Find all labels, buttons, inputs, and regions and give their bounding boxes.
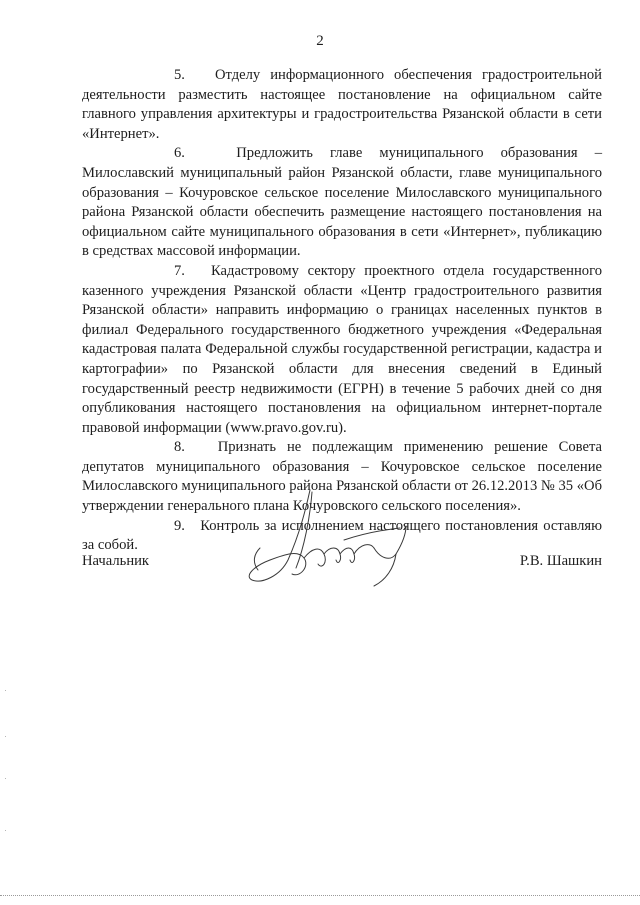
page-number: 2: [316, 33, 324, 49]
signatory-title: Начальник: [82, 553, 150, 569]
paragraph-number: 6.: [174, 145, 185, 162]
paragraph-text: Признать не подлежащим применению решение Совета депутатов муниципального образования – Кочуровское сельское поселение Милославского муниципального района Рязанской области от 26.12.2013 № 35 «Об утверждении генерального плана Кочуровского сельского поселения».: [82, 439, 602, 515]
paragraph-6: [82, 144, 602, 262]
document-body: [82, 66, 602, 556]
handwritten-signature: [240, 488, 420, 598]
signature-block: [82, 553, 602, 577]
scan-artifact: [4, 690, 8, 840]
paragraph-text: Кадастровому сектору проектного отдела государственного казенного учреждения Рязанской области «Центр градостроительного развития Рязанской области» направить информацию о границах населенных пунктов в филиал Федерального государственного бюджетного учреждения «Федеральная кадастровая палата Федеральной службы государственной регистрации, кадастра и картографии» по Рязанской области для внесения сведений в Единый государственный реестр недвижимости (ЕГРН) в течение 5 рабочих дней со дня опубликования настоящего постановления на официальном интернет-портале правовой информации (www.pravo.gov.ru).: [82, 262, 602, 436]
paragraph-7: [82, 262, 602, 438]
paragraph-text: Контроль за исполнением настоящего постановления оставляю за собой.: [82, 517, 602, 554]
paragraph-number: 5.: [174, 67, 185, 83]
paragraph-number: 9.: [174, 517, 185, 534]
paragraph-number: 7.: [174, 262, 185, 279]
paragraph-number: 8.: [174, 439, 185, 456]
paragraph-text: Отделу информационного обеспечения градостроительной деятельности разместить настоящее постановление на официальном сайте главного управления архитектуры и градостроительства Рязанской области в сети «Интернет».: [82, 67, 602, 142]
signatory-name: Р.В. Шашкин: [519, 553, 602, 569]
page-bottom-edge: [0, 895, 640, 897]
paragraph-text: Предложить главе муниципального образования – Милославский муниципальный район Рязанской области, главе муниципального образования – Кочуровское сельское поселение Милославского муниципального района Рязанской области обеспечить размещение настоящего постановления на официальном сайте муниципального образования в сети «Интернет», публикацию в средствах массовой информации.: [82, 145, 602, 260]
paragraph-5: [82, 66, 602, 144]
